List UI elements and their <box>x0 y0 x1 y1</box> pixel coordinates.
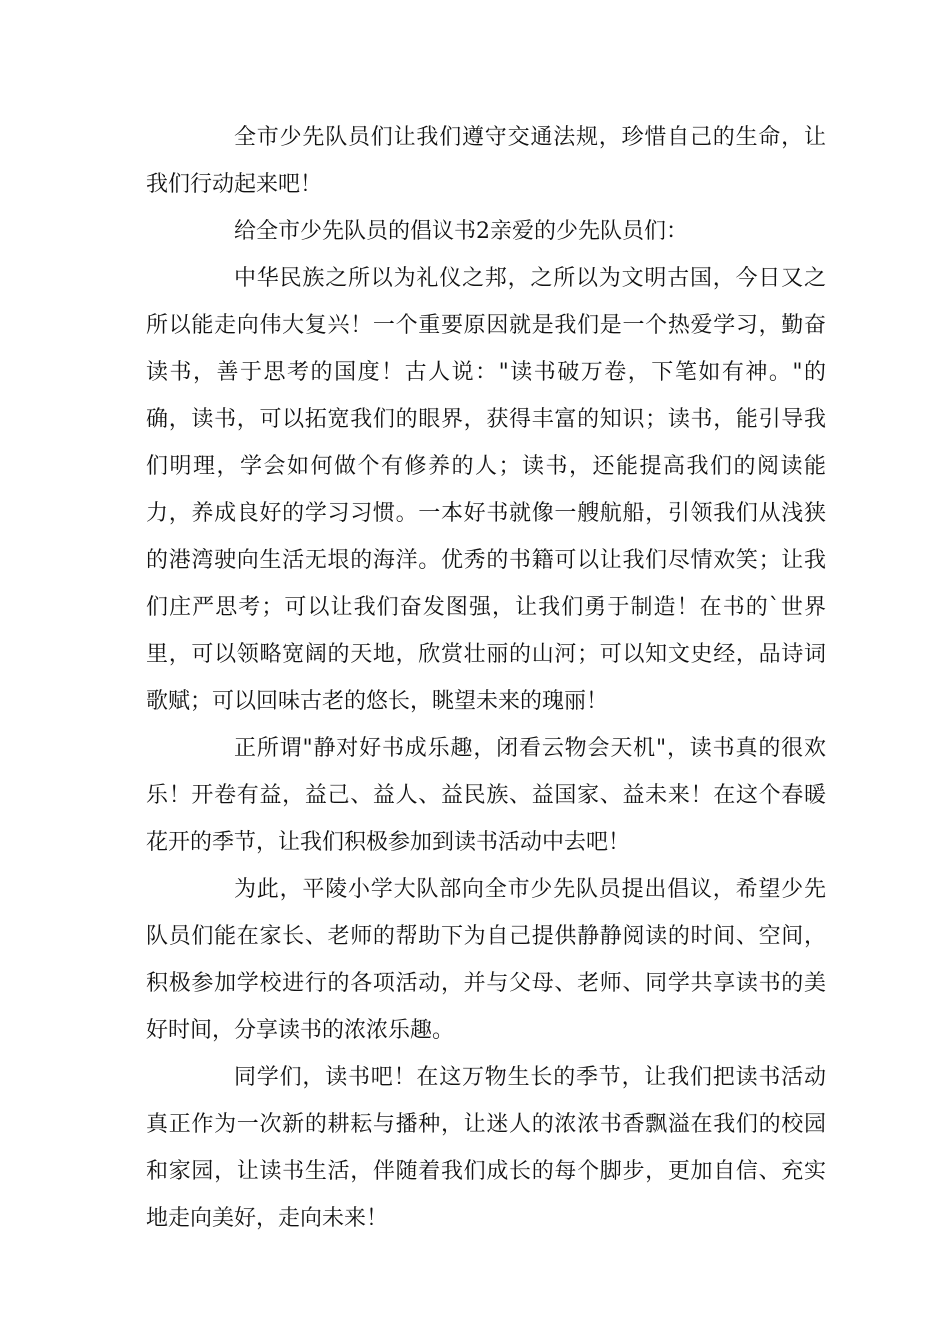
document-body <box>146 114 826 1242</box>
paragraph-traffic-closing: 全市少先队员们让我们遵守交通法规，珍惜自己的生命，让我们行动起来吧！ <box>146 125 826 197</box>
paragraph-closing: 同学们，读书吧！在这万物生长的季节，让我们把读书活动真正作为一次新的耕耘与播种，让迷人的浓浓书香飘溢在我们的校园和家园，让读书生活，伴随着我们成长的每个脚步，更加自信、充实地走向美好，走向未来！ <box>146 1065 826 1231</box>
paragraph-proposal: 为此，平陵小学大队部向全市少先队员提出倡议，希望少先队员们能在家长、老师的帮助下为自己提供静静阅读的时间、空间，积极参加学校进行的各项活动，并与父母、老师、同学共享读书的美好时间，分享读书的浓浓乐趣。 <box>146 877 826 1043</box>
paragraph-reading-joy: 正所谓"静对好书成乐趣，闭看云物会天机"，读书真的很欢乐！开卷有益，益己、益人、益民族、益国家、益未来！在这个春暖花开的季节，让我们积极参加到读书活动中去吧！ <box>146 736 826 855</box>
paragraph-reading-benefits: 中华民族之所以为礼仪之邦，之所以为文明古国，今日又之所以能走向伟大复兴！一个重要原因就是我们是一个热爱学习，勤奋读书，善于思考的国度！古人说："读书破万卷，下笔如有神。"的确，读书，可以拓宽我们的眼界，获得丰富的知识；读书，能引导我们明理，学会如何做个有修养的人；读书，还能提高我们的阅读能力，养成良好的学习习惯。一本好书就像一艘航船，引领我们从浅狭的港湾驶向生活无垠的海洋。优秀的书籍可以让我们尽情欢笑；让我们庄严思考；可以让我们奋发图强，让我们勇于制造！在书的`世界里，可以领略宽阔的天地，欣赏壮丽的山河；可以知文史经，品诗词歌赋；可以回味古老的悠长，眺望未来的瑰丽！ <box>146 266 826 714</box>
paragraph-heading-proposal: 给全市少先队员的倡议书2亲爱的少先队员们： <box>234 219 688 244</box>
